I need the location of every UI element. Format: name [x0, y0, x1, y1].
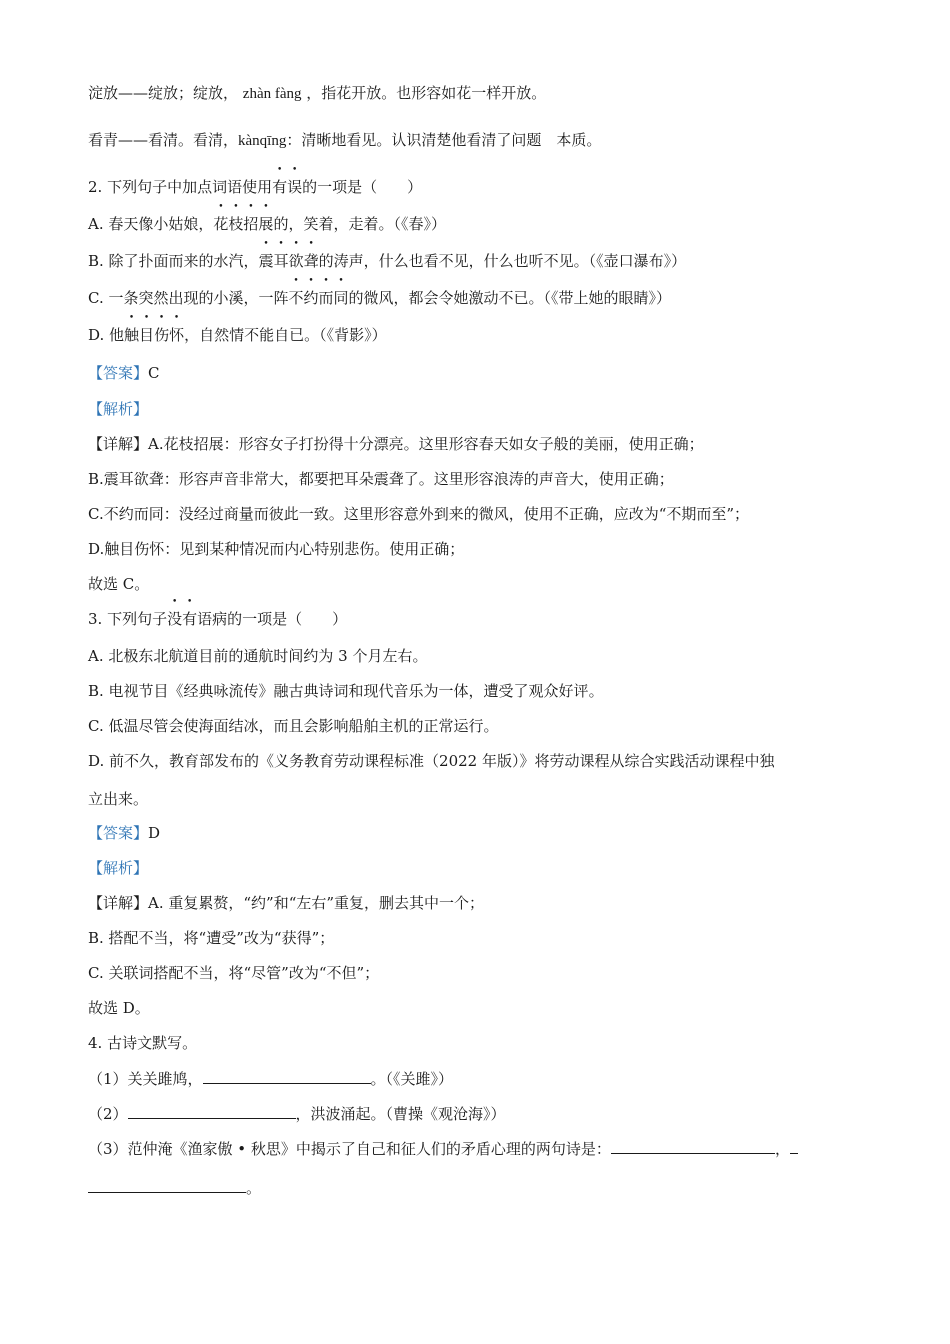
emphasis-char: 欲	[288, 252, 304, 270]
emphasis-char: 有	[272, 178, 288, 196]
emphasis-char: 伤	[154, 326, 170, 344]
option-text: 的微风，都会令她激动不已。（《带上她的眼睛》）	[348, 289, 672, 307]
question-3-answer	[88, 822, 160, 844]
emphasis-char: 展	[258, 215, 274, 233]
option-text: C. 一条突然出现的小溪，一阵	[88, 289, 289, 307]
question-2-option-b	[88, 250, 686, 272]
answer-tag: 【答案】	[88, 824, 149, 842]
stem-text: 的一项是（ ）	[302, 178, 423, 196]
question-2-stem	[88, 176, 422, 198]
note-line-1	[88, 82, 546, 105]
answer-blank[interactable]	[88, 1176, 246, 1193]
emphasis-char: 目	[139, 326, 155, 344]
pinyin: zhàn fàng	[242, 86, 302, 102]
question-2-answer	[88, 362, 160, 384]
note-line-2	[88, 129, 601, 152]
question-3-conclusion	[88, 997, 150, 1019]
emphasis-char: 聋	[303, 252, 319, 270]
item-text: 。	[246, 1179, 262, 1197]
question-3-option-c	[88, 715, 498, 737]
stem-text: 2. 下列句子中加点词语使用	[88, 178, 273, 196]
pinyin: kànqīng	[238, 133, 287, 149]
question-4-item-3	[88, 1137, 798, 1160]
option-text: B. 电视节目《经典咏流传》融古典诗词和现代音乐为一体，遭受了观众好评。	[88, 682, 604, 700]
analysis-tag: 【解析】	[88, 400, 149, 418]
detail-text: D.触目伤怀：见到某种情况而内心特别悲伤。使用正确；	[88, 540, 465, 558]
emphasis-char: 有	[182, 610, 198, 628]
detail-text: C. 关联词搭配不当，将“尽管”改为“不但”；	[88, 964, 380, 982]
question-3-option-d-line-2	[88, 788, 148, 810]
detail-text: B.震耳欲聋：形容声音非常大，都要把耳朵震聋了。这里形容浪涛的声音大，使用正确；	[88, 470, 674, 488]
option-text: ，自然情不能自已。（《背影》）	[184, 326, 387, 344]
answer-blank[interactable]	[611, 1137, 775, 1154]
item-text: （2）	[88, 1105, 128, 1123]
question-2-detail-4	[88, 538, 464, 560]
emphasis-char: 触	[124, 326, 140, 344]
question-2-detail-3	[88, 503, 749, 525]
detail-tag: 【详解】	[88, 435, 149, 453]
question-4-item-3-cont	[88, 1176, 261, 1199]
item-text: ，洪波涌起。（曹操《观沧海》）	[295, 1105, 506, 1123]
option-text: A. 春天像小姑娘，	[88, 215, 214, 233]
question-4-item-2	[88, 1102, 506, 1125]
option-text: D. 他	[88, 326, 125, 344]
stem-text: 4. 古诗文默写。	[88, 1034, 198, 1052]
question-3-option-d-line-1	[88, 750, 774, 772]
answer-value: C	[148, 364, 160, 382]
question-2-option-c	[88, 287, 671, 309]
item-text: ，	[774, 1140, 790, 1158]
stem-text: 语病的一项是（ ）	[197, 610, 348, 628]
analysis-tag: 【解析】	[88, 859, 149, 877]
emphasis-char: 怀	[169, 326, 185, 344]
question-2-detail-2	[88, 468, 674, 490]
option-text: A. 北极东北航道目前的通航时间约为 3 个月左右。	[88, 647, 428, 665]
detail-text: C.不约而同：没经过商量而彼此一致。这里形容意外到来的微风，使用不正确，应改为“不期而至”；	[88, 505, 750, 523]
answer-blank[interactable]	[790, 1137, 798, 1154]
note-text: 看青——看清。看清，	[88, 131, 239, 149]
emphasis-char: 耳	[273, 252, 289, 270]
conclusion-text: 故选 D。	[88, 999, 150, 1017]
emphasis-char: 枝	[228, 215, 244, 233]
item-text: 。（《关雎》）	[370, 1070, 454, 1088]
question-3-option-a	[88, 645, 427, 667]
question-3-detail-3	[88, 962, 379, 984]
answer-tag: 【答案】	[88, 364, 149, 382]
note-text: ：清晰地看见。认识清楚他看清了问题 本质。	[286, 131, 602, 149]
option-text: D. 前不久，教育部发布的《义务教育劳动课程标准（2022 年版）》将劳动课程从综合实践活动课程中独	[88, 752, 775, 770]
answer-value: D	[148, 824, 161, 842]
detail-tag: 【详解】	[88, 894, 149, 912]
option-text: 立出来。	[88, 790, 149, 808]
item-text: （1）关关雎鸠，	[88, 1070, 203, 1088]
detail-text: A. 重复累赘，“约”和“左右”重复，删去其中一个；	[148, 894, 485, 912]
conclusion-text: 故选 C。	[88, 575, 150, 593]
emphasis-char: 约	[303, 289, 319, 307]
question-2-detail-1	[88, 433, 704, 455]
question-2-option-a	[88, 213, 446, 235]
question-2-option-d	[88, 324, 387, 346]
question-3-stem	[88, 608, 347, 630]
option-text: 的，笑着，走着。（《春》）	[273, 215, 446, 233]
option-text: C. 低温尽管会使海面结冰，而且会影响船舶主机的正常运行。	[88, 717, 499, 735]
question-3-analysis	[88, 857, 148, 879]
answer-blank[interactable]	[203, 1067, 371, 1084]
question-3-detail-2	[88, 927, 334, 949]
emphasis-char: 没	[167, 610, 183, 628]
detail-text: A.花枝招展：形容女子打扮得十分漂亮。这里形容春天如女子般的美丽，使用正确；	[148, 435, 704, 453]
emphasis-char: 不	[288, 289, 304, 307]
stem-text: 3. 下列句子	[88, 610, 168, 628]
question-3-option-b	[88, 680, 604, 702]
question-2-analysis	[88, 398, 148, 420]
emphasis-char: 招	[243, 215, 259, 233]
note-text: ，指花开放。也形容如花一样开放。	[306, 84, 547, 102]
question-4-item-1	[88, 1067, 453, 1090]
detail-text: B. 搭配不当，将“遭受”改为“获得”；	[88, 929, 335, 947]
question-4-stem	[88, 1032, 197, 1054]
note-text: 淀放——绽放；绽放，	[88, 84, 239, 102]
answer-blank[interactable]	[128, 1102, 296, 1119]
emphasis-char: 误	[287, 178, 303, 196]
question-3-detail-1	[88, 892, 484, 914]
emphasis-char: 而	[318, 289, 334, 307]
question-2-conclusion	[88, 573, 149, 595]
emphasis-char: 震	[258, 252, 274, 270]
option-text: 的涛声，什么也看不见，什么也听不见。（《壶口瀑布》）	[318, 252, 687, 270]
emphasis-char: 同	[333, 289, 349, 307]
option-text: B. 除了扑面而来的水汽，	[88, 252, 259, 270]
emphasis-char: 花	[213, 215, 229, 233]
item-text: （3）范仲淹《渔家傲 • 秋思》中揭示了自己和征人们的矛盾心理的两句诗是：	[88, 1140, 611, 1158]
